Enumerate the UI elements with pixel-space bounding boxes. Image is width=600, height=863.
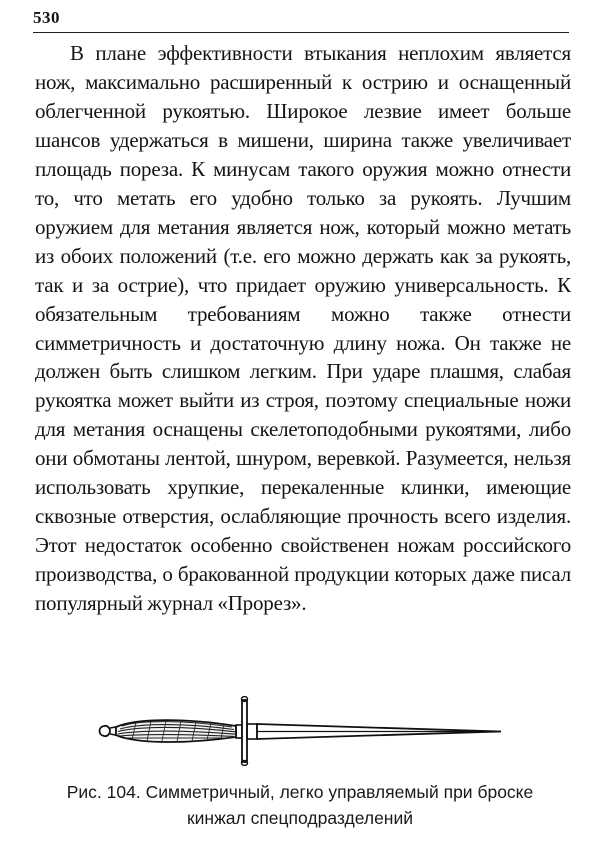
caption-line-1: Рис. 104. Симметричный, легко управляемый при броске (66, 782, 534, 802)
header-rule (33, 32, 569, 33)
figure-caption (20, 779, 580, 831)
page-number: 530 (33, 8, 60, 27)
body-paragraph: В плане эффективности втыкания неплохим является нож, максимально расширенный к острию и оснащенный облегченной рукоятью. Широкое лезвие имеет больше шансов удержаться в мишени, ширина также увеличивает площадь пореза. К минусам такого оружия можно отнести то, что метать его удобно только за рукоять. Лучшим оружием для метания является нож, который можно метать из обоих положений (т.е. его можно держать как за рукоять, так и за острие), что придает оружию универсальность. К обязательным требованиям можно также отнести симметричность и достаточную длину ножа. Он также не должен быть слишком легким. При ударе плашмя, слабая рукоятка может выйти из строя, поэтому специальные ножи для метания оснащены скелетоподобными рукоятями, либо они обмотаны лентой, шнуром, веревкой. Разумеется, нельзя использовать хрупкие, перекаленные клинки, имеющие сквозные отверстия, ослабляющие прочность всего изделия. Этот недостаток особенно свойственен ножам российского производства, о бракованной продукции которых даже писал популярный журнал «Прорез». (35, 41, 571, 616)
caption-line-2: кинжал спецподразделений (186, 808, 414, 828)
dagger-illustration (96, 696, 506, 771)
dagger-icon (96, 696, 506, 766)
